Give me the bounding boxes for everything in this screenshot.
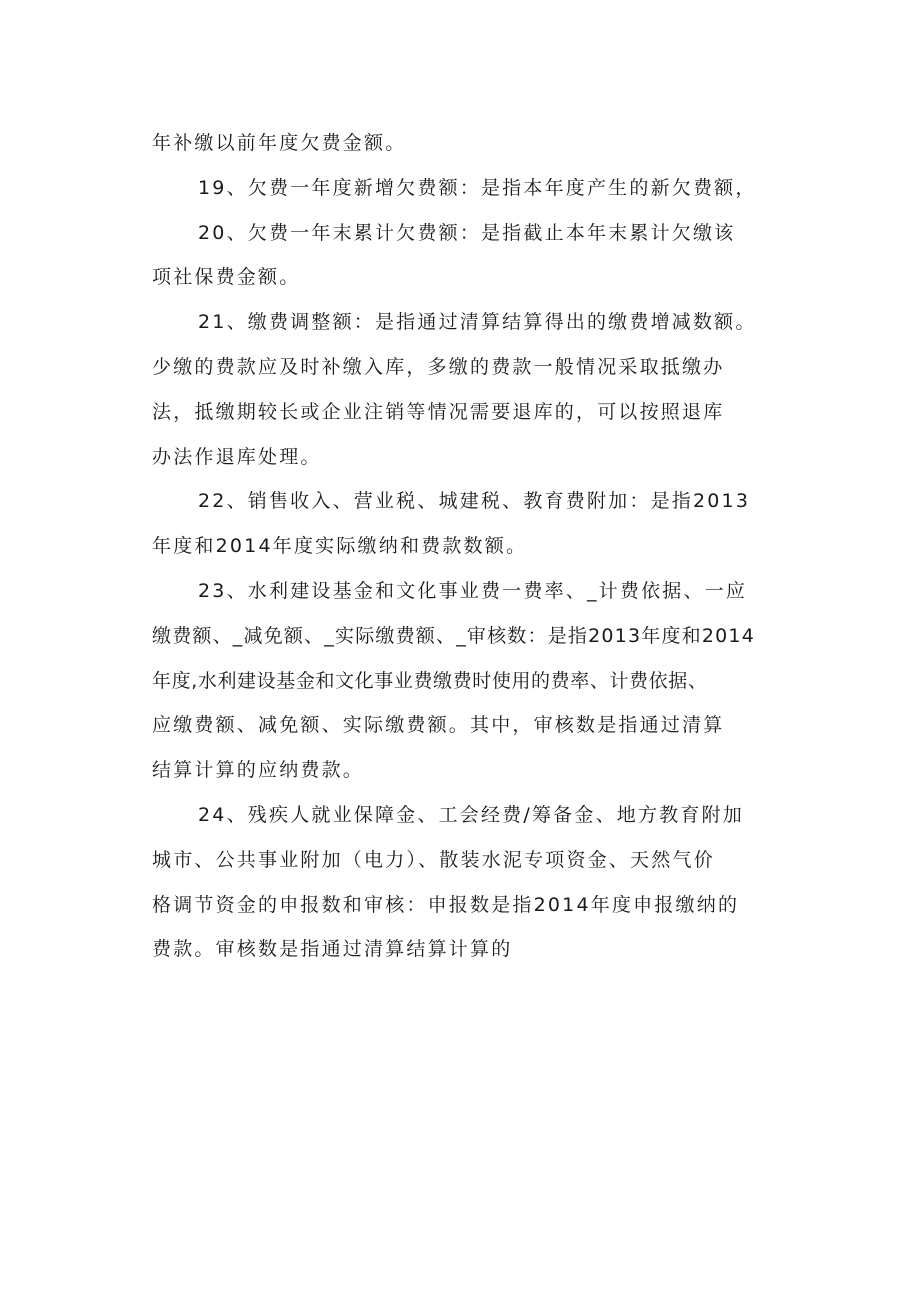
- paragraph-item-23: [152, 569, 756, 793]
- paragraph-item-24: [152, 793, 747, 972]
- paragraph-item-21: [152, 300, 757, 479]
- paragraph-item-19: [152, 166, 757, 211]
- text-line: 19、欠费一年度新增欠费额：是指本年度产生的新欠费额，: [198, 176, 757, 199]
- document-body: [152, 121, 757, 972]
- text-line: 费款。审核数是指通过清算结算计算的: [152, 938, 513, 961]
- text-line: 结算计算的应纳费款。: [152, 759, 365, 782]
- text-line: 应缴费额、减免额、实际缴费额。其中，审核数是指通过清算: [152, 714, 725, 737]
- text-line: 办法作退库处理。: [152, 445, 322, 468]
- text-line: 23、水利建设基金和文化事业费一费率、_计费依据、一应: [198, 579, 748, 602]
- text-line: 少缴的费款应及时补缴入库，多缴的费款一般情况采取抵缴办: [152, 355, 725, 378]
- text-line: 法，抵缴期较长或企业注销等情况需要退库的，可以按照退库: [152, 400, 725, 423]
- text-line: 格调节资金的申报数和审核：申报数是指2014年度申报缴纳的: [152, 893, 740, 916]
- text-line: 城市、公共事业附加（电力）、散装水泥专项资金、天然气价: [152, 848, 715, 871]
- text-line: 年补缴以前年度欠费金额。: [152, 132, 407, 154]
- text-line: 21、缴费调整额：是指通过清算结算得出的缴费增减数额。: [198, 311, 757, 334]
- paragraph-item-20: [152, 211, 747, 301]
- paragraph-item-22: [152, 479, 751, 569]
- text-line: 年度,水利建设基金和文化事业费缴费时使用的费率、计费依据、: [152, 669, 708, 692]
- text-line: 24、残疾人就业保障金、工会经费/筹备金、地方教育附加: [198, 803, 744, 826]
- paragraph-continuation: [152, 121, 747, 166]
- text-line: 缴费额、_减免额、_实际缴费额、_审核数：是指2013年度和2014: [152, 624, 756, 647]
- text-line: 22、销售收入、营业税、城建税、教育费附加：是指2013: [198, 490, 751, 513]
- text-line: 20、欠费一年末累计欠费额：是指截止本年末累计欠缴该: [198, 221, 736, 244]
- text-line: 项社保费金额。: [152, 266, 301, 289]
- text-line: 年度和2014年度实际缴纳和费款数额。: [152, 535, 528, 558]
